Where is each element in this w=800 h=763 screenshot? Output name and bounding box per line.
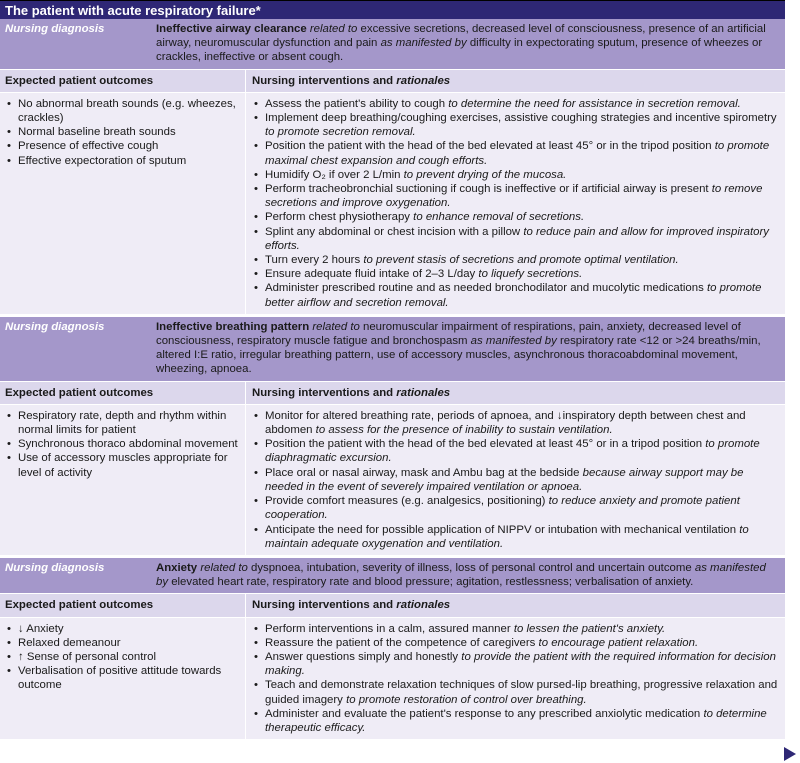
intervention-item — [252, 281, 779, 309]
text-run: to reduce anxiety and promote patient cooperation. — [265, 495, 740, 522]
text-run: to assess for the presence of inability to sustain ventilation. — [315, 424, 613, 437]
text-run: related to — [306, 23, 358, 35]
text-run: as manifested by — [380, 37, 467, 50]
text-run: Administer and evaluate the patient's response to any prescribed anxiolytic medication — [265, 707, 704, 720]
text-run: Implement deep breathing/coughing exercises, assistive coughing strategies and incentive spirometry — [265, 112, 777, 125]
text-run: as manifested by — [156, 561, 766, 589]
outcomes-header: Expected patient outcomes — [0, 382, 246, 404]
text-run: Ineffective airway clearance — [156, 23, 307, 35]
outcomes-header: Expected patient outcomes — [0, 594, 246, 616]
text-run: to prevent stasis of secretions and promote optimal ventilation. — [363, 254, 679, 267]
text-run: to liquefy secretions. — [478, 268, 583, 281]
intervention-item — [252, 523, 779, 551]
intervention-item — [252, 182, 779, 210]
nursing-diagnosis-label: Nursing diagnosis — [5, 320, 105, 333]
text-run: Anxiety — [156, 561, 198, 574]
text-run: neuromuscular impairment of respirations, pain, anxiety, decreased level of consciousness, respiratory muscle fatigue and bronchospasm — [156, 320, 741, 348]
text-run: Turn every 2 hours — [265, 254, 364, 267]
text-run: as manifested by — [470, 335, 557, 348]
outcome-item: • Effective expectoration of sputum — [5, 154, 241, 168]
outcome-item: • Synchronous thoraco abdominal movement — [5, 437, 241, 451]
sections-container — [0, 19, 785, 742]
nursing-diagnosis-label: Nursing diagnosis — [5, 23, 105, 35]
nursing-diagnosis-row — [0, 19, 785, 70]
text-run: Perform tracheobronchial suctioning if cough is ineffective or if artificial airway is present — [265, 183, 712, 196]
text-run: to promote diaphragmatic excursion. — [265, 438, 760, 465]
interventions-cell — [246, 618, 785, 740]
intervention-item — [252, 168, 779, 182]
outcome-item: • ↓ Anxiety — [5, 622, 241, 636]
outcome-item: • Normal baseline breath sounds — [5, 125, 241, 139]
content-row — [0, 618, 785, 743]
text-run: Splint any abdominal or chest incision with a pillow — [265, 225, 524, 238]
nursing-diagnosis-row — [0, 558, 785, 594]
text-run: Anticipate the need for possible application of NIPPV or intubation with mechanical ventilation — [265, 523, 740, 536]
text-run: Administer prescribed routine and as needed bronchodilator and mucolytic medications — [265, 282, 707, 295]
interventions-header — [246, 70, 785, 92]
outcomes-cell — [0, 93, 246, 314]
text-run: Provide comfort measures (e.g. analgesics, positioning) — [265, 495, 549, 508]
outcome-item: • Respiratory rate, depth and rhythm within normal limits for patient — [5, 409, 241, 437]
text-run: difficulty in expectorating sputum, presence of wheezes or crackles, ineffective or absent cough. — [156, 37, 763, 64]
table-title: The patient with acute respiratory failure* — [0, 0, 785, 19]
outcomes-cell — [0, 405, 246, 555]
nursing-diagnosis-text — [152, 19, 785, 69]
text-run: Monitor for altered breathing rate, periods of apnoea, and ↓inspiratory depth between chest and abdomen — [265, 409, 746, 437]
intervention-item — [252, 210, 779, 224]
text-run: to remove secretions and improve oxygenation. — [265, 183, 763, 210]
text-run: Humidify O₂ if over 2 L/min — [265, 168, 404, 181]
interventions-list — [252, 622, 779, 736]
intervention-item — [252, 494, 779, 522]
outcomes-cell — [0, 618, 246, 740]
text-run: to provide the patient with the required information for decision making. — [265, 650, 776, 678]
intervention-item — [252, 139, 779, 167]
text-run: related to — [309, 320, 360, 333]
text-run: related to — [197, 561, 248, 574]
rationales-header-text: rationales — [396, 386, 451, 399]
interventions-header — [246, 382, 785, 404]
outcome-item: • No abnormal breath sounds (e.g. wheezes, crackles) — [5, 97, 241, 125]
outcome-item: • Verbalisation of positive attitude towards outcome — [5, 664, 241, 692]
text-run: excessive secretions, decreased level of consciousness, presence of an artificial airway, neuromuscular dysfunction and pain — [156, 23, 766, 50]
interventions-list — [252, 409, 779, 551]
outcome-item: • ↑ Sense of personal control — [5, 650, 241, 664]
outcomes-list — [5, 409, 241, 480]
text-run: Perform interventions in a calm, assured manner — [265, 622, 514, 635]
content-row — [0, 405, 785, 558]
outcomes-header: Expected patient outcomes — [0, 70, 246, 92]
text-run: Answer questions simply and honestly — [265, 650, 462, 663]
next-page-arrow-icon[interactable] — [784, 747, 796, 761]
text-run: Place oral or nasal airway, mask and Ambu bag at the bedside — [265, 466, 583, 479]
interventions-header-text: Nursing interventions and — [252, 599, 397, 612]
text-run: Position the patient with the head of the bed elevated at least 45° or in the tripod position — [265, 140, 715, 153]
text-run: dyspnoea, intubation, severity of illness, loss of personal control and uncertain outcome — [247, 561, 695, 574]
text-run: to promote restoration of control over breathing. — [346, 693, 587, 706]
nursing-diagnosis-text — [152, 317, 785, 381]
intervention-item — [252, 678, 779, 706]
intervention-item — [252, 267, 779, 281]
interventions-list — [252, 97, 779, 310]
intervention-item — [252, 225, 779, 253]
content-row — [0, 93, 785, 317]
intervention-item — [252, 466, 779, 494]
outcomes-list — [5, 97, 241, 168]
text-run: Position the patient with the head of the bed elevated at least 45° or in a tripod position — [265, 438, 706, 451]
outcomes-list — [5, 622, 241, 693]
text-run: to determine therapeutic efficacy. — [265, 707, 767, 734]
text-run: to prevent drying of the mucosa. — [403, 168, 567, 181]
interventions-cell — [246, 93, 785, 314]
text-run: to promote secretion removal. — [265, 126, 416, 139]
interventions-header-text: Nursing interventions and — [252, 74, 397, 87]
text-run: to determine the need for assistance in secretion removal. — [448, 97, 741, 110]
nursing-diagnosis-label: Nursing diagnosis — [5, 561, 105, 574]
text-run: to reduce pain and allow for improved inspiratory efforts. — [265, 225, 769, 252]
text-run: to promote better airflow and secretion removal. — [265, 282, 762, 309]
intervention-item — [252, 253, 779, 267]
text-run: respiratory rate <12 or >24 breaths/min, altered I:E ratio, irregular breathing pattern, use of accessory muscles, asynchronous thoracoabdominal movement, wheezing, apnoea. — [156, 335, 761, 376]
intervention-item — [252, 636, 779, 650]
text-run: Ineffective breathing pattern — [156, 320, 310, 333]
text-run: Perform chest physiotherapy — [265, 211, 414, 224]
text-run: to enhance removal of secretions. — [413, 211, 585, 224]
text-run: to promote maximal chest expansion and cough efforts. — [265, 140, 770, 167]
intervention-item — [252, 111, 779, 139]
text-run: because airway support may be needed in the event of severely impaired ventilation or apnoea. — [265, 466, 744, 493]
column-header-row — [0, 70, 785, 93]
rationales-header-text: rationales — [396, 74, 451, 87]
outcome-item: • Use of accessory muscles appropriate for level of activity — [5, 451, 241, 479]
nursing-diagnosis-row — [0, 317, 785, 382]
intervention-item — [252, 622, 779, 636]
interventions-cell — [246, 405, 785, 555]
intervention-item — [252, 707, 779, 735]
text-run: elevated heart rate, respiratory rate and blood pressure; agitation, restlessness; verbalisation of anxiety. — [168, 576, 694, 589]
intervention-item — [252, 437, 779, 465]
text-run: to lessen the patient's anxiety. — [513, 622, 666, 635]
text-run: to maintain adequate oxygenation and ventilation. — [265, 523, 749, 550]
outcome-item: • Presence of effective cough — [5, 139, 241, 153]
outcome-item: • Relaxed demeanour — [5, 636, 241, 650]
text-run: Teach and demonstrate relaxation techniques of slow pursed-lip breathing, progressive relaxation and guided imagery — [265, 679, 778, 706]
nursing-diagnosis-text — [152, 558, 785, 593]
text-run: Assess the patient's ability to cough — [265, 97, 449, 110]
intervention-item — [252, 97, 779, 111]
text-run: Ensure adequate fluid intake of 2–3 L/day — [265, 268, 479, 281]
text-run: Reassure the patient of the competence of caregivers — [265, 636, 539, 649]
intervention-item — [252, 409, 779, 437]
interventions-header — [246, 594, 785, 616]
text-run: to encourage patient relaxation. — [538, 636, 699, 649]
intervention-item — [252, 650, 779, 678]
column-header-row — [0, 594, 785, 617]
column-header-row — [0, 382, 785, 405]
interventions-header-text: Nursing interventions and — [252, 386, 397, 399]
rationales-header-text: rationales — [396, 599, 451, 612]
